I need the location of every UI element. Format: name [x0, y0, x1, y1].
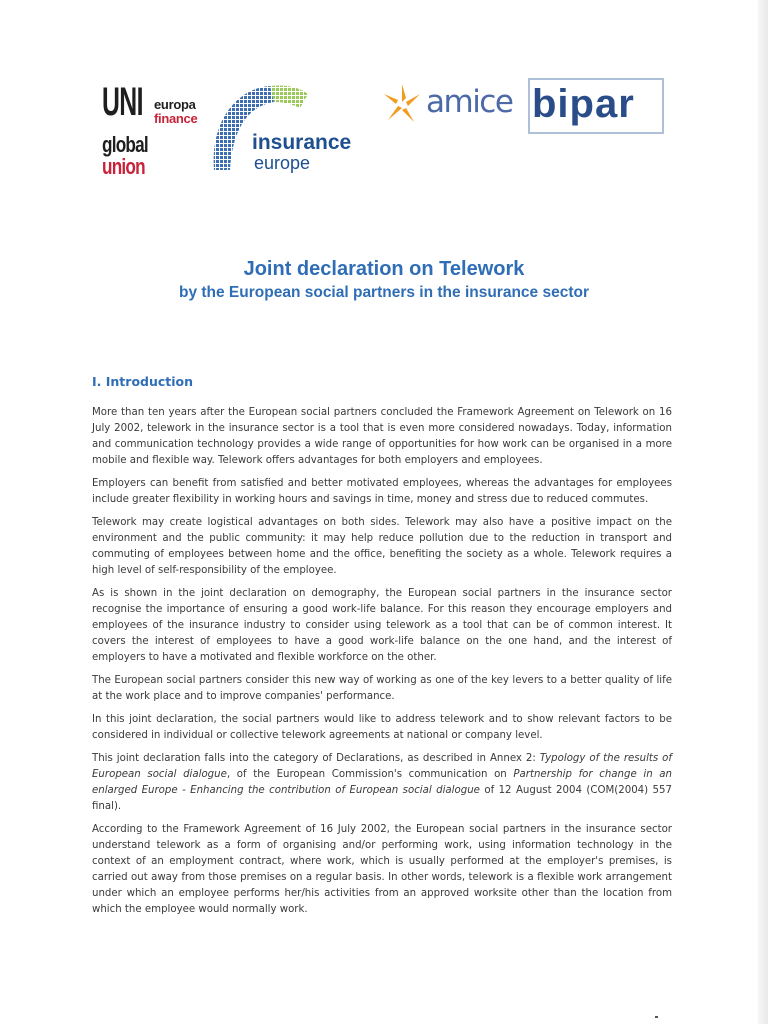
page-edge-shadow: [758, 0, 768, 1024]
paragraph-2: Employers can benefit from satisfied and better motivated employees, whereas the advantages for employees include greater flexibility in working hours and savings in time, money and stress due to reduced commutes.: [92, 478, 672, 505]
paragraph-4: As is shown in the joint declaration on demography, the European social partners in the insurance sector recognise the importance of ensuring a good work-life balance. For this reason they encourage employers and employees of the insurance industry to consider using telework as a tool that can be of common interest. It covers the interest of employees to have a good work-life balance on the one hand, and the interest of employers to have a motivated and flexible workforce on the other.: [92, 588, 672, 663]
document-title: Joint declaration on Telework: [243, 258, 525, 280]
insurance-europe-line1: insurance: [252, 131, 352, 154]
insurance-europe-line2: europe: [254, 153, 311, 173]
paragraph-7-italic1: Typology of the results of European social dialogue: [92, 753, 672, 780]
paragraph-7-part2: , of the European Commission's communication on: [226, 769, 514, 780]
paragraph-8: According to the Framework Agreement of 16 July 2002, the European social partners in the insurance sector understand telework as a form of organising and/or performing work, using information technology in the context of an employment contract, where work, which is usually performed at the employer's premises, is carried out away from those premises on a regular basis. In other words, telework is a flexible work arrangement under which an employee performs her/his activities from an approved worksite other than the location from which the employee would normally work.: [92, 824, 672, 915]
paragraph-7-italic2: Partnership for change in an enlarged Europe - Enhancing the contribution of European social dialogue: [92, 769, 672, 796]
uni-logo-letters: UNI: [102, 80, 143, 124]
amice-logo: [380, 80, 525, 128]
paragraph-6: In this joint declaration, the social partners would like to address telework and to show relevant factors to be considered in individual or collective telework agreements at national or company level.: [92, 714, 672, 741]
uni-logo-line1: europa: [154, 97, 196, 112]
page-number-mark: [655, 1016, 658, 1018]
paragraph-5: The European social partners consider this new way of working as one of the key levers to a better quality of life at the work place and to improve companies' performance.: [92, 675, 672, 702]
bipar-logo: [528, 78, 668, 138]
uni-europa-logo: [100, 82, 200, 182]
amice-wordmark: amice: [426, 84, 513, 120]
paragraph-3: Telework may create logistical advantages on both sides. Telework may also have a positive impact on the environment and the public community: it may help reduce pollution due to the reduction in transport and commuting of employees between home and the office, benefiting the society as a whole. Telework requires a high level of self-responsibility of the employee.: [92, 517, 672, 576]
paragraph-7: [92, 751, 672, 815]
uni-logo-line2: finance: [154, 111, 198, 126]
body-text: [92, 405, 672, 925]
amice-star-icon: [380, 80, 424, 128]
bipar-wordmark: bipar: [532, 82, 635, 126]
paragraph-1: More than ten years after the European social partners concluded the Framework Agreement on Telework on 16 July 2002, telework in the insurance sector is a tool that is even more considered nowadays. Today, information and communication technology provides a wide range of opportunities for how work can be organised in a more mobile and flexible way. Telework offers advantages for both employers and employees.: [92, 407, 672, 466]
paragraph-7-part1: This joint declaration falls into the category of Declarations, as described in Annex 2:: [92, 753, 540, 764]
document-subtitle: by the European social partners in the insurance sector: [178, 284, 589, 301]
section-heading: I. Introduction: [92, 374, 194, 389]
paragraph-7-part3: of 12 August 2004 (COM(2004) 557 final).: [92, 785, 672, 812]
uni-logo-line4: union: [102, 154, 145, 179]
insurance-europe-logo: [208, 80, 368, 175]
uni-logo-line3: global: [102, 132, 148, 157]
